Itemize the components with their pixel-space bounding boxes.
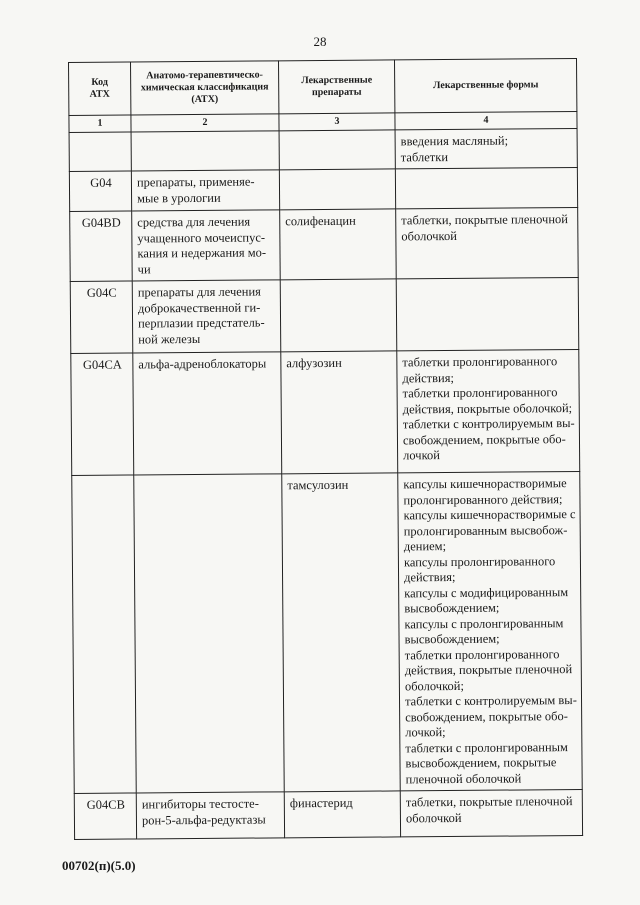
- dosage-form-cell: капсулы кишечнорастворимые пролонгированного действия; капсулы кишечнорастворимые с пролонгированным высвобож- дением; капсулы пролонгированного действия; капсулы с модифицированным высвобождением; капсулы с пролонгированным высвобождением; таблетки пролонгированного действия, покрытые пленочной оболочкой; таблетки с контролируемым вы- свобождением, покрытые обо- лочкой; таблетки с пролонгированным высвобождением, покрытые пленочной оболочкой: [398, 471, 582, 790]
- drug-cell: финастерид: [284, 791, 400, 838]
- classification-cell: препараты для лечения доброкачественной ги- перплазии предстатель- ной железы: [132, 280, 281, 353]
- atc-code-cell: G04BD: [70, 211, 133, 281]
- column-number: 3: [279, 113, 395, 131]
- column-number: 4: [395, 112, 577, 130]
- table-row: [74, 789, 582, 839]
- dosage-form-cell: [396, 277, 579, 350]
- atc-code-cell: [69, 132, 131, 171]
- dosage-form-cell: [395, 168, 577, 209]
- header-drugs: Лекарственные препараты: [278, 60, 394, 114]
- classification-cell: средства для лечения учащенного мочеиспус- кания и недержания мо- чи: [132, 210, 281, 281]
- drug-cell: [279, 169, 395, 210]
- column-number: 1: [69, 115, 131, 132]
- dosage-form-cell: таблетки, покрытые пленочной оболочкой: [396, 208, 579, 279]
- drug-cell: алфузозин: [281, 351, 398, 474]
- atc-code-cell: G04: [69, 171, 131, 211]
- table-row: [72, 471, 582, 793]
- table-row: [69, 129, 577, 172]
- header-atc-code: Код АТХ: [69, 62, 131, 115]
- page-number: 28: [313, 34, 327, 49]
- classification-cell: [134, 474, 284, 793]
- drug-cell: солифенацин: [280, 209, 397, 280]
- classification-cell: препараты, применяе- мые в урологии: [131, 170, 279, 211]
- document-code: 00702(п)(5.0): [62, 858, 136, 873]
- table-row: [70, 277, 579, 353]
- dosage-form-cell: введения масляный; таблетки: [395, 129, 577, 169]
- classification-cell: ингибиторы тестостe- рон-5-альфа-редуктазы: [136, 792, 284, 839]
- table-row: [71, 349, 580, 475]
- atc-code-cell: G04CA: [71, 353, 134, 475]
- table-row: [69, 168, 577, 212]
- dosage-form-cell: таблетки пролонгированного действия; таблетки пролонгированного действия, покрытые оболочкой; таблетки с контролируемым вы- свобождением, покрытые обо- лочкой: [397, 349, 580, 472]
- drug-cell: тамсулозин: [282, 473, 400, 792]
- table-header-row: [69, 59, 577, 116]
- drug-cell: [280, 279, 397, 352]
- atc-code-cell: G04C: [70, 281, 133, 353]
- header-atc-classification: Анатомо-терапевтическо- химическая классификация (АТХ): [131, 61, 279, 115]
- classification-cell: альфа-адреноблокаторы: [133, 352, 282, 475]
- atc-classification-table: [68, 58, 583, 840]
- atc-code-cell: G04CB: [74, 793, 136, 839]
- drug-cell: [279, 130, 395, 170]
- table-row: [70, 208, 579, 282]
- column-number: 2: [131, 114, 279, 132]
- classification-cell: [131, 131, 279, 171]
- header-dosage-forms: Лекарственные формы: [394, 59, 576, 113]
- atc-code-cell: [72, 475, 136, 793]
- dosage-form-cell: таблетки, покрытые пленочной оболочкой: [400, 789, 582, 836]
